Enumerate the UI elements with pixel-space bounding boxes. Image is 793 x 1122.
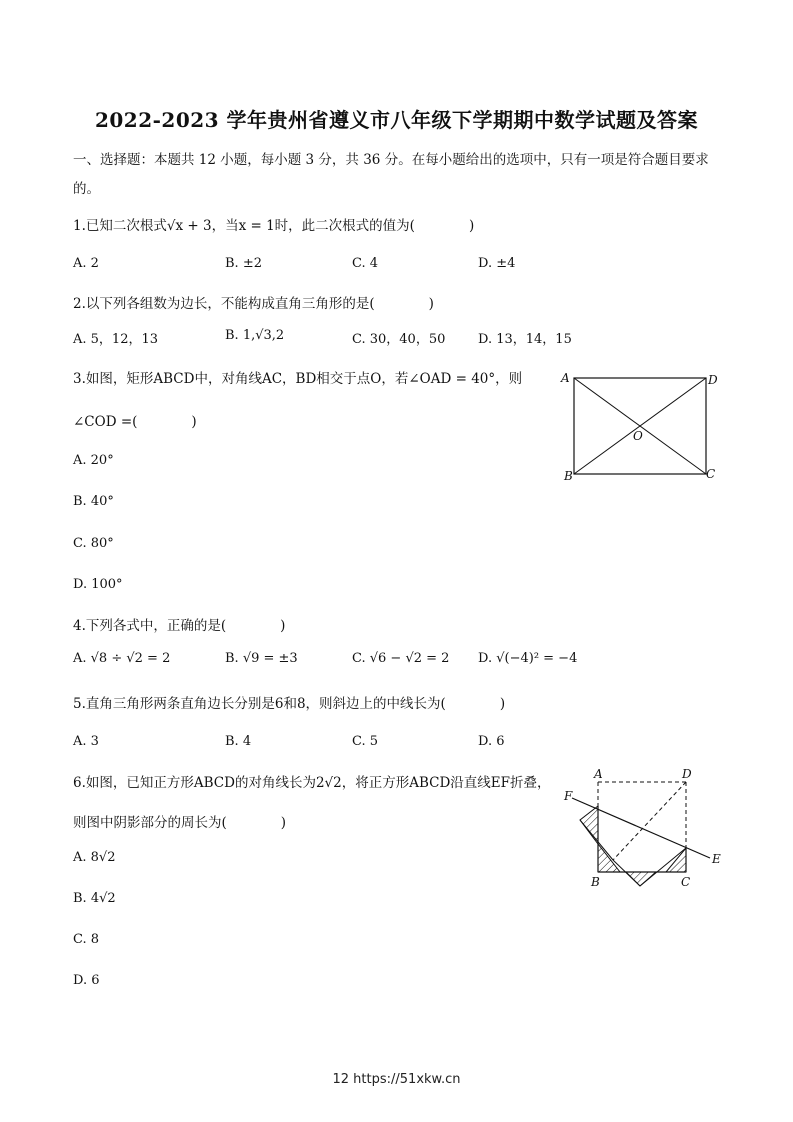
question-2-option-c: C. 30，40，50 [352,332,446,347]
label-b: B [564,469,573,483]
question-6-option-c: C. 8 [73,932,100,947]
question-1-option-b: B. ±2 [225,256,262,271]
label-d: D [682,767,692,781]
question-3-option-c: C. 80° [73,536,114,551]
page-footer: 12 https://51xkw.cn [332,1072,461,1087]
question-2-stem: 2.以下列各组数为边长，不能构成直角三角形的是( ) [73,296,434,312]
question-5-option-b: B. 4 [225,734,252,749]
rectangle-abcd-figure [558,368,728,484]
question-6-option-a: A. 8√2 [73,850,116,865]
question-6-stem-line2: 则图中阴影部分的周长为( ) [73,815,287,831]
question-3-option-a: A. 20° [73,453,114,468]
question-6-option-d: D. 6 [73,973,100,988]
page-title: 2022-2023 学年贵州省遵义市八年级下学期期中数学试题及答案 [94,108,699,132]
question-4-option-a: A. √8 ÷ √2 = 2 [73,651,171,666]
question-6-option-b: B. 4√2 [73,891,116,906]
label-a: A [594,767,603,781]
question-3-option-d: D. 100° [73,577,123,592]
question-3-stem-line2: ∠COD =( ) [73,414,197,430]
label-o: O [633,429,643,443]
question-4-option-b: B. √9 = ±3 [225,651,298,666]
question-2-option-a: A. 5，12，13 [73,332,159,347]
folded-square-figure [558,764,728,894]
question-1-option-c: C. 4 [352,256,379,271]
question-5-stem: 5.直角三角形两条直角边长分别是6和8，则斜边上的中线长为( ) [73,696,506,712]
label-f: F [564,789,573,803]
label-c: C [706,467,716,481]
section-instructions-line2: 的。 [73,181,100,197]
question-6-stem-line1: 6.如图，已知正方形ABCD的对角线长为2√2，将正方形ABCD沿直线EF折叠， [73,775,551,791]
question-3-option-b: B. 40° [73,494,114,509]
shaded-triangle-b [598,844,620,872]
shaded-triangle-bottom [626,872,656,886]
label-e: E [712,852,721,866]
question-1-stem: 1.已知二次根式√x + 3，当x = 1时，此二次根式的值为( ) [73,218,475,234]
label-a: A [561,371,570,385]
label-d: D [708,373,718,387]
question-4-option-d: D. √(−4)² = −4 [478,651,578,666]
shaded-triangle-c [666,848,686,872]
section-instructions-line1: 一、选择题：本题共 12 小题，每小题 3 分，共 36 分。在每小题给出的选项中，只有一项是符合题目要求 [73,152,709,168]
question-3-stem-line1: 3.如图，矩形ABCD中，对角线AC，BD相交于点O，若∠OAD = 40°，则 [73,371,523,387]
question-5-option-d: D. 6 [478,734,505,749]
question-5-option-a: A. 3 [73,734,99,749]
question-2-option-b: B. 1,√3,2 [225,328,285,343]
question-4-stem: 4.下列各式中，正确的是( ) [73,618,286,634]
question-1-option-d: D. ±4 [478,256,516,271]
question-1-option-a: A. 2 [73,256,99,271]
label-c: C [681,875,691,889]
question-4-option-c: C. √6 − √2 = 2 [352,651,450,666]
label-b: B [591,875,600,889]
question-5-option-c: C. 5 [352,734,379,749]
question-2-option-d: D. 13，14，15 [478,332,572,347]
